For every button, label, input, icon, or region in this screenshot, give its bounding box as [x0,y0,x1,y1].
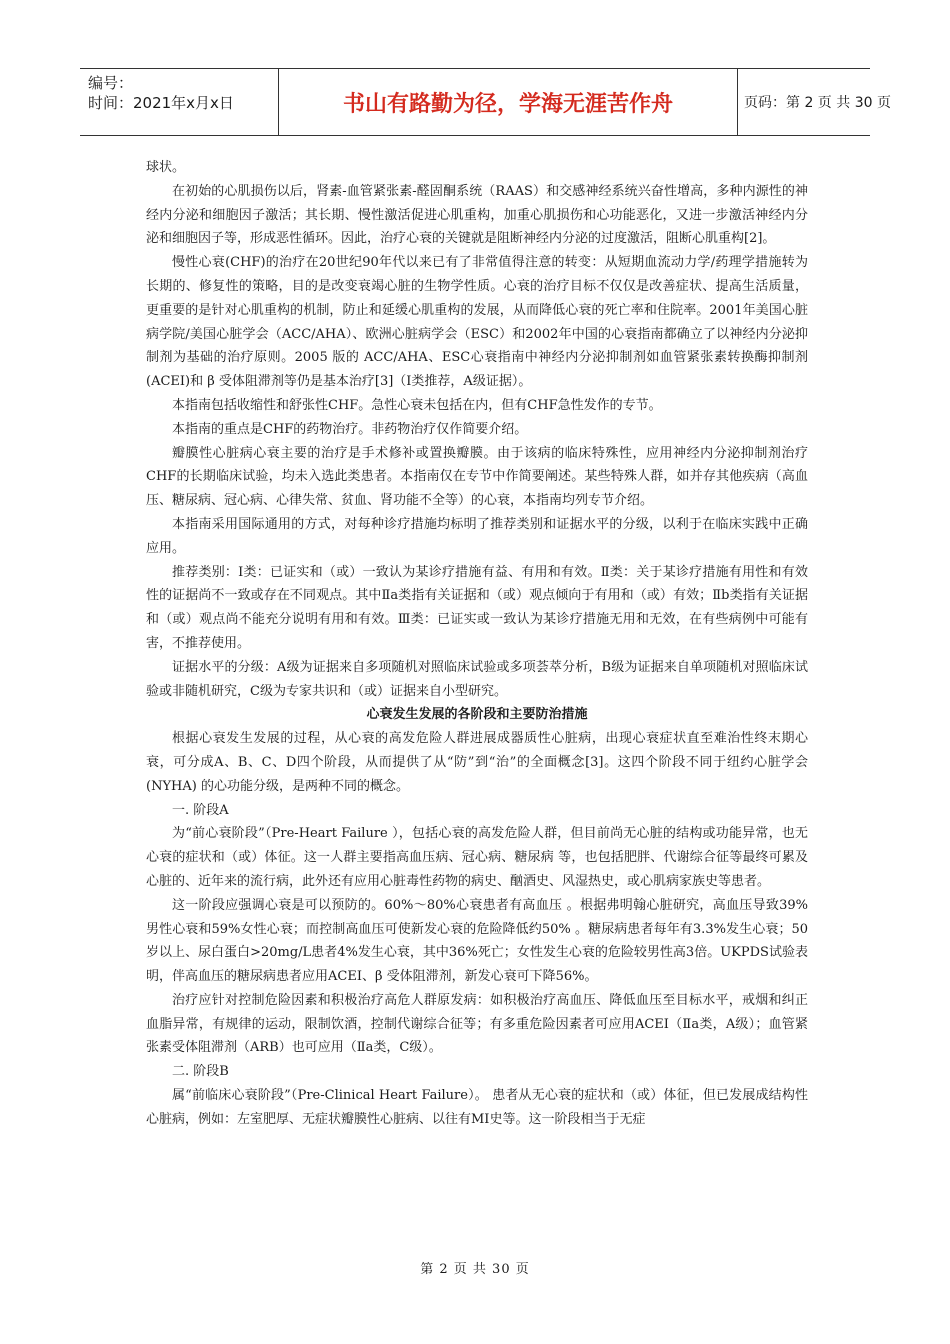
subsection-heading: 二. 阶段B [172,1064,229,1080]
header-meta [80,69,278,135]
paragraph: 证据水平的分级：A级为证据来自多项随机对照临床试验或多项荟萃分析，B级为证据来自单项随机对照临床试验或非随机研究，C级为专家共识和（或）证据来自小型研究。 [146,659,808,699]
paragraph: 本指南包括收缩性和舒张性CHF。急性心衰未包括在内，但有CHF急性发作的专节。 [172,397,662,413]
header-date-label: 时间：2021年x月x日 [88,94,234,112]
paragraph: 这一阶段应强调心衰是可以预防的。60%～80%心衰患者有高血压 。根据弗明翰心脏研究，高血压导致39%男性心衰和59%女性心衰；而控制高血压可使新发心衰的危险降低约50% 。糖尿病患者每年有3.3%发生心衰；50岁以上、尿白蛋白>20mg/L患者4%发生心衰，其中36%死亡；女性发生心衰的危险较男性高3倍。UKPDS试验表明，伴高血压的糖尿病患者应用ACEI、β 受体阻滞剂，新发心衰可下降56%。 [146,897,808,985]
paragraph: 瓣膜性心脏病心衰主要的治疗是手术修补或置换瓣膜。由于该病的临床特殊性，应用神经内分泌抑制剂治疗CHF的长期临床试验，均未入选此类患者。本指南仅在专节中作简要阐述。某些特殊人群，如并存其他疾病（高血压、糖尿病、冠心病、心律失常、贫血、肾功能不全等）的心衰，本指南均列专节介绍。 [146,445,808,509]
paragraph: 本指南的重点是CHF的药物治疗。非药物治疗仅作简要介绍。 [172,421,528,437]
paragraph: 在初始的心肌损伤以后，肾素-血管紧张素-醛固酮系统（RAAS）和交感神经系统兴奋性增高，多种内源性的神经内分泌和细胞因子激活；其长期、慢性激活促进心肌重构，加重心肌损伤和心功能恶化，又进一步激活神经内分泌和细胞因子等，形成恶性循环。因此，治疗心衰的关键就是阻断神经内分泌的过度激活，阻断心肌重构[2]。 [146,183,808,247]
header-page-label: 页码：第 2 页 共 30 页 [744,95,891,111]
paragraph: 治疗应针对控制危险因素和积极治疗高危人群原发病：如积极治疗高血压、降低血压至目标水平，戒烟和纠正血脂异常，有规律的运动，限制饮酒，控制代谢综合征等；有多重危险因素者可应用ACEI（Ⅱa类，A级）；血管紧张素受体阻滞剂（ARB）也可应用（Ⅱa类，C级）。 [146,992,808,1056]
paragraph: 为“前心衰阶段”（Pre-Heart Failure ），包括心衰的高发危险人群，但目前尚无心脏的结构或功能异常，也无心衰的症状和（或）体征。这一人群主要指高血压病、冠心病、糖尿病 等，也包括肥胖、代谢综合征等最终可累及心脏的、近年来的流行病，此外还有应用心脏毒性药物的病史、酗酒史、风湿热史，或心肌病家族史等患者。 [146,826,808,889]
paragraph: 本指南采用国际通用的方式，对每种诊疗措施均标明了推荐类别和证据水平的分级，以利于在临床实践中正确应用。 [146,516,808,556]
paragraph: 属“前临床心衰阶段”（Pre-Clinical Heart Failure）。 患者从无心衰的症状和（或）体征，但已发展成结构性心脏病，例如：左室肥厚、无症状瓣膜性心脏病、以往有MI史等。这一阶段相当于无症 [146,1088,808,1127]
subsection-heading: 一. 阶段A [172,802,229,818]
document-body [146,156,808,1132]
paragraph: 根据心衰发生发展的过程，从心衰的高发危险人群进展成器质性心脏病，出现心衰症状直至难治性终末期心衰，可分成A、B、C、D四个阶段，从而提供了从“防”到“治”的全面概念[3]。这四个阶段不同于纽约心脏学会(NYHA) 的心功能分级，是两种不同的概念。 [146,731,808,794]
paragraph: 球状。 [146,160,186,175]
header-number-label: 编号： [88,74,134,92]
section-heading: 心衰发生发展的各阶段和主要防治措施 [366,707,588,723]
page-footer: 第 2 页 共 30 页 [420,1262,530,1277]
header-motto: 书山有路勤为径，学海无涯苦作舟 [278,69,738,135]
paragraph: 慢性心衰(CHF)的治疗在20世纪90年代以来已有了非常值得注意的转变：从短期血流动力学/药理学措施转为长期的、修复性的策略，目的是改变衰竭心脏的生物学性质。心衰的治疗目标不仅仅是改善症状、提高生活质量，更重要的是针对心肌重构的机制，防止和延缓心肌重构的发展，从而降低心衰的死亡率和住院率。2001年美国心脏病学院/美国心脏学会（ACC/AHA）、欧洲心脏病学会（ESC）和2002年中国的心衰指南都确立了以神经内分泌抑制剂为基础的治疗原则。2005 版的 ACC/AHA、ESC心衰指南中神经内分泌抑制剂如血管紧张素转换酶抑制剂(ACEI)和 β 受体阻滞剂等仍是基本治疗[3]（Ⅰ类推荐，A级证据）。 [146,255,808,390]
page-header [80,68,891,136]
paragraph: 推荐类别：Ⅰ类：已证实和（或）一致认为某诊疗措施有益、有用和有效。Ⅱ类：关于某诊疗措施有用性和有效性的证据尚不一致或存在不同观点。其中Ⅱa类指有关证据和（或）观点倾向于有用和（或）有效；Ⅱb类指有关证据和（或）观点尚不能充分说明有用和有效。Ⅲ类：已证实或一致认为某诊疗措施无用和无效，在有些病例中可能有害，不推荐使用。 [146,564,808,651]
